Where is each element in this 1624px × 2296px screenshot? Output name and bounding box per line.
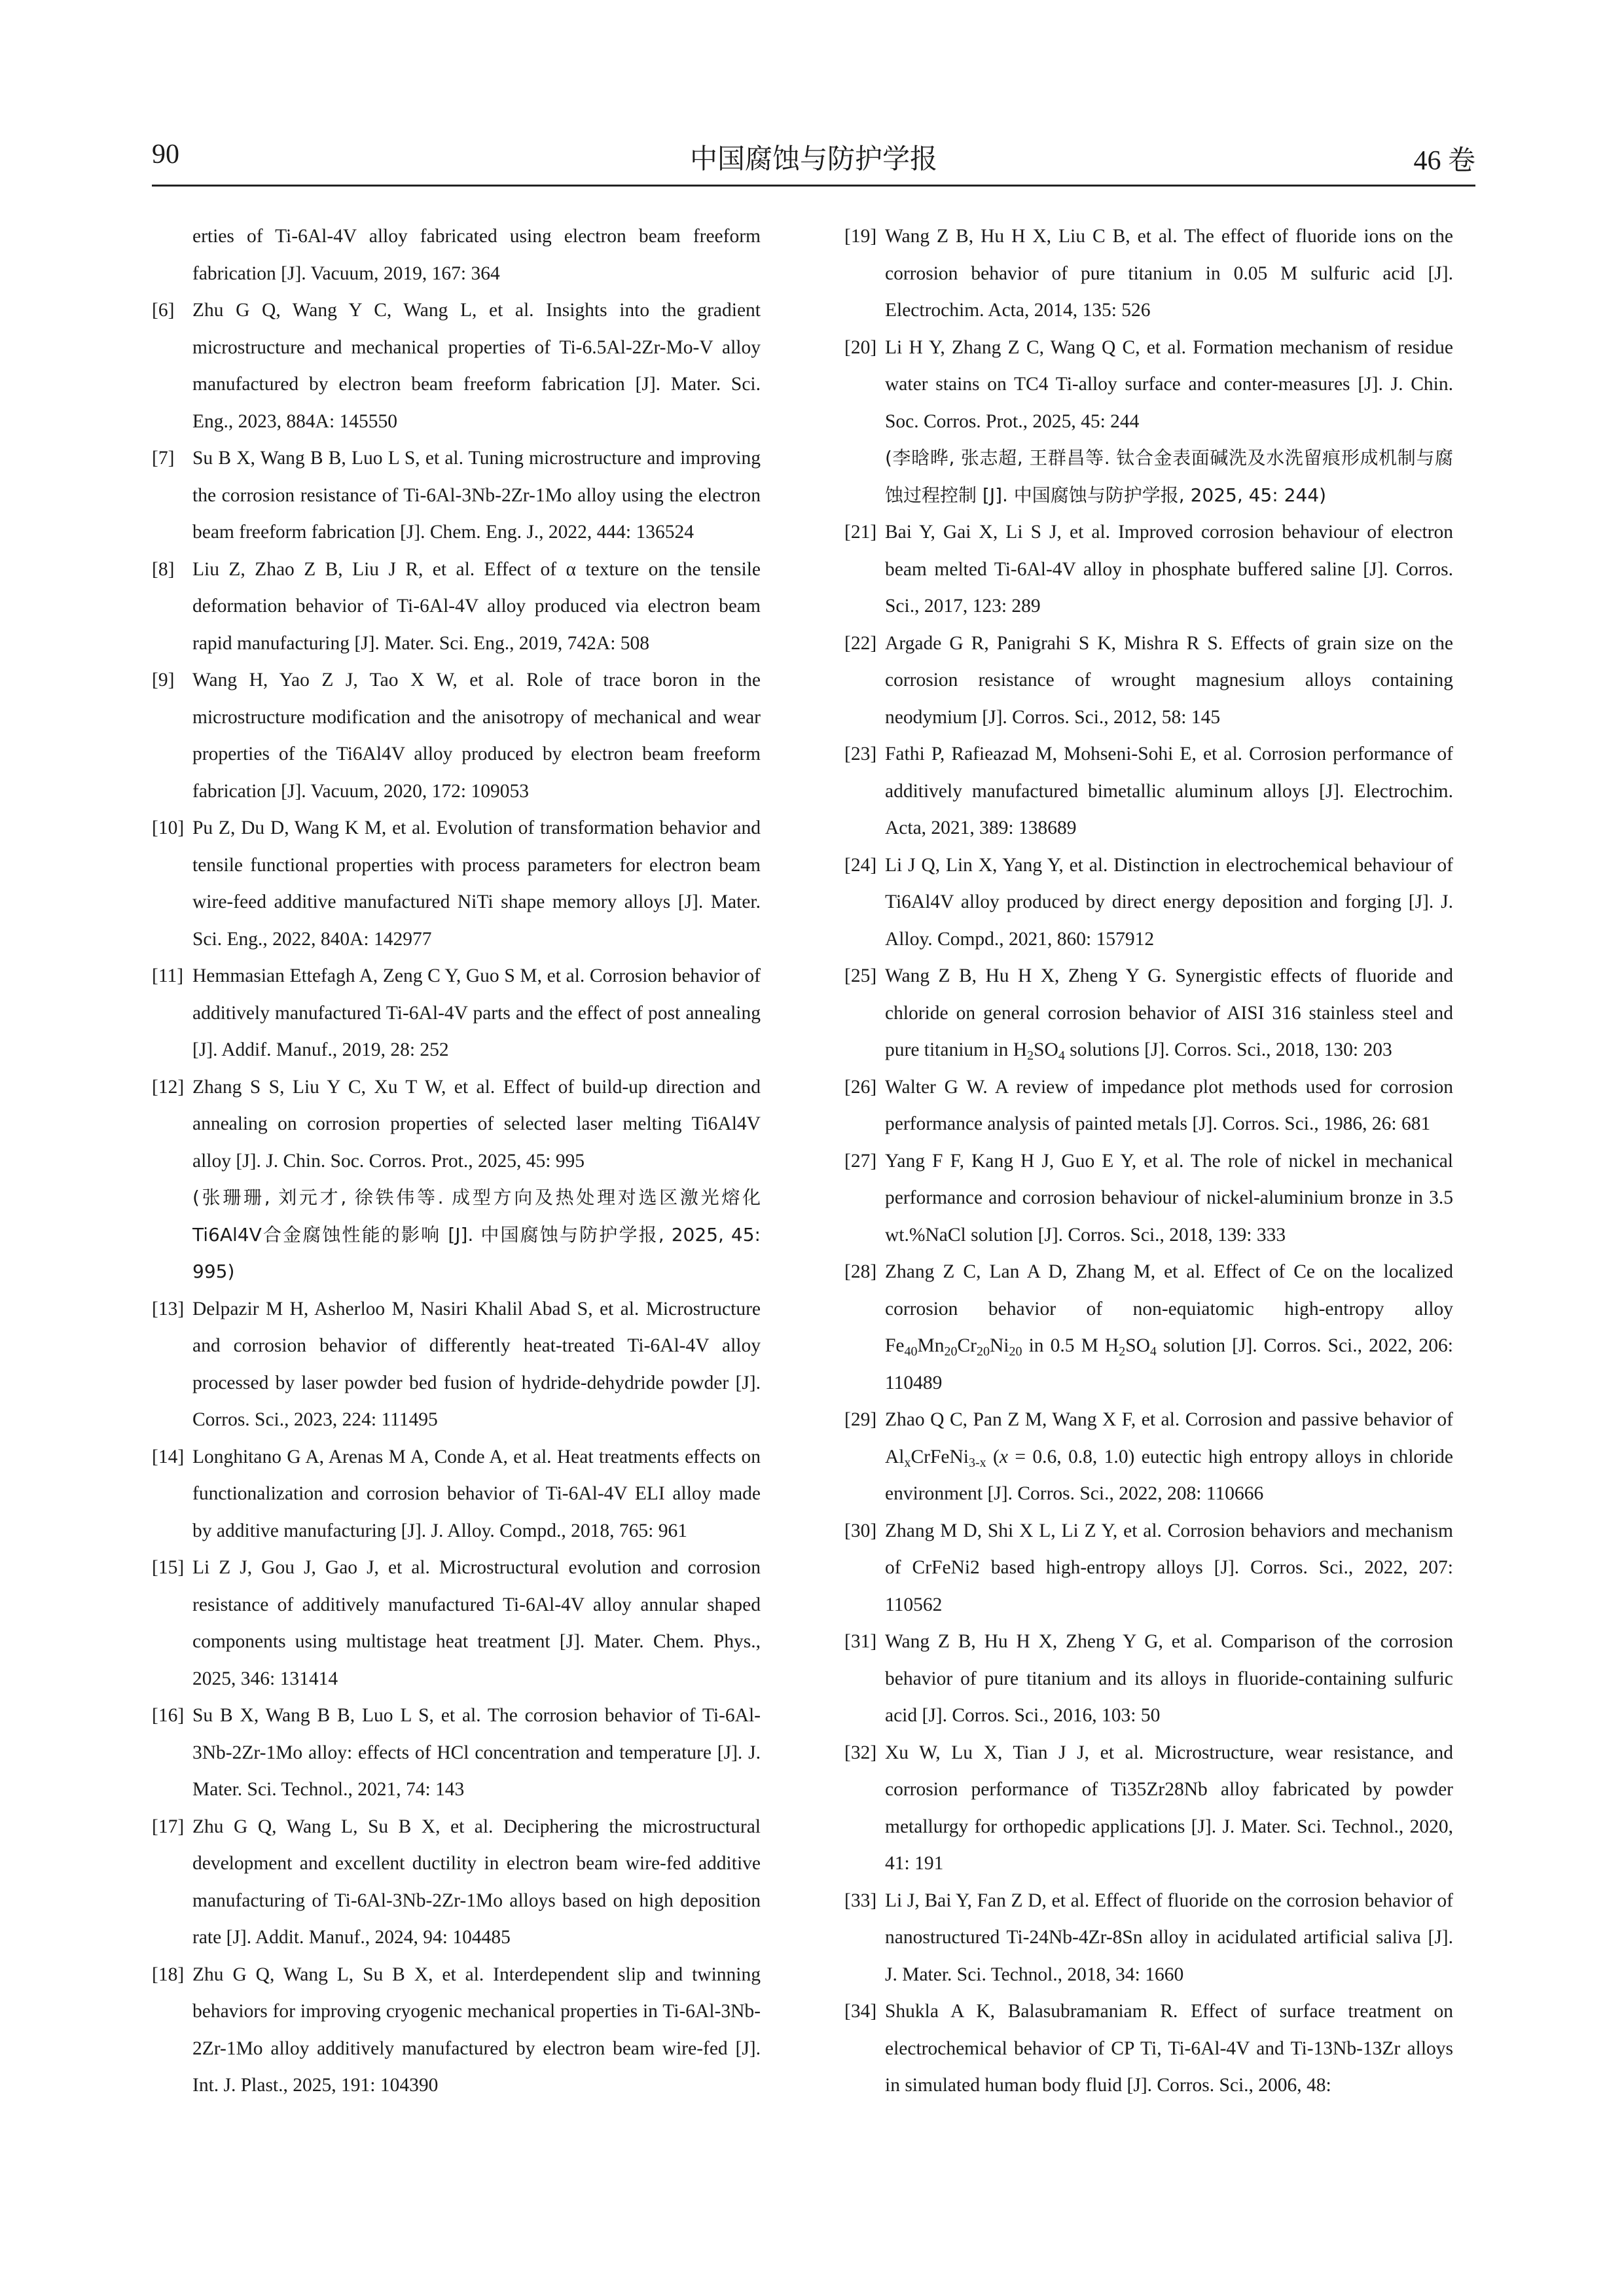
reference-text: Shukla A K, Balasubramaniam R. Effect of surface treatment on electrochemical behavior of CP Ti, Ti-6Al-4V and Ti-13Nb-13Zr alloys in simulated human body fluid [J]. Corros. Sci., 2006, 48:: [885, 2001, 1453, 2096]
reference-text: Longhitano G A, Arenas M A, Conde A, et al. Heat treatments effects on functionalization and corrosion behavior of Ti-6Al-4V ELI alloy made by additive manufacturing [J]. J. Alloy. Compd., 2018, 765: 961: [192, 1446, 761, 1541]
reference-number: [6]: [152, 300, 175, 321]
reference-text: Argade G R, Panigrahi S K, Mishra R S. Effects of grain size on the corrosion resistance of wrought magnesium alloys containing neodymium [J]. Corros. Sci., 2012, 58: 145: [885, 632, 1453, 728]
reference-item: [152, 1549, 761, 1697]
reference-text: Su B X, Wang B B, Luo L S, et al. The corrosion behavior of Ti-6Al-3Nb-2Zr-1Mo alloy: effects of HCl concentration and temperature [J]. J. Mater. Sci. Technol., 2021, 74: 143: [192, 1705, 761, 1800]
reference-text: Bai Y, Gai X, Li S J, et al. Improved corrosion behaviour of electron beam melted Ti-6Al-4V alloy in phosphate buffered saline [J]. Corros. Sci., 2017, 123: 289: [885, 522, 1453, 617]
reference-item: [844, 329, 1453, 514]
subscript: 20: [1009, 1344, 1022, 1359]
reference-item: [844, 1253, 1453, 1401]
reference-item: [152, 662, 761, 810]
reference-item: [844, 1882, 1453, 1994]
subscript: 4: [1058, 1049, 1065, 1063]
reference-number: [25]: [844, 965, 877, 986]
running-header: [152, 139, 1475, 185]
reference-number: [14]: [152, 1446, 185, 1467]
reference-continuation: [152, 218, 761, 292]
reference-text: Wang Z B, Hu H X, Zheng Y G, et al. Comparison of the corrosion behavior of pure titanium and its alloys in fluoride-containing sulfuric acid [J]. Corros. Sci., 2016, 103: 50: [885, 1631, 1453, 1726]
reference-item: [152, 1697, 761, 1808]
reference-text-part: solutions [J]. Corros. Sci., 2018, 130: 203: [1064, 1039, 1392, 1060]
reference-number: [11]: [152, 965, 184, 986]
reference-text: Su B X, Wang B B, Luo L S, et al. Tuning microstructure and improving the corrosion resistance of Ti-6Al-3Nb-2Zr-1Mo alloy using the electron beam freeform fabrication [J]. Chem. Eng. J., 2022, 444: 136524: [192, 448, 761, 543]
reference-text: Xu W, Lu X, Tian J J, et al. Microstructure, wear resistance, and corrosion performance of Ti35Zr28Nb alloy fabricated by powder metallurgy for orthopedic applications [J]. J. Mater. Sci. Technol., 2020, 41: 191: [885, 1742, 1453, 1874]
reference-item: [844, 1143, 1453, 1254]
reference-text-part: = 0.6, 0.8, 1.0) eutectic high entropy alloys in chloride environment [J]. Corros. Sci., 2022, 208: 110666: [885, 1446, 1454, 1504]
reference-item: [152, 440, 761, 551]
reference-item: [152, 551, 761, 662]
reference-item: [844, 958, 1453, 1069]
reference-item: [844, 1513, 1453, 1624]
reference-number: [33]: [844, 1890, 877, 1911]
reference-text-part: in 0.5 M H: [1022, 1335, 1119, 1356]
reference-number: [27]: [844, 1150, 877, 1172]
reference-text-part: Zhang Z C, Lan A D, Zhang M, et al. Effect of Ce on the localized corrosion behavior of non-equiatomic high-entropy alloy Fe: [885, 1261, 1453, 1356]
reference-item: [152, 1291, 761, 1439]
reference-number: [21]: [844, 522, 877, 543]
subscript: 20: [944, 1344, 958, 1359]
reference-text-part: Ni: [989, 1335, 1009, 1356]
reference-text: Wang H, Yao Z J, Tao X W, et al. Role of trace boron in the microstructure modification and the anisotropy of mechanical and wear properties of the Ti6Al4V alloy produced by electron beam freeform fabrication [J]. Vacuum, 2020, 172: 109053: [192, 670, 761, 802]
subscript: 40: [904, 1344, 918, 1359]
reference-text: Yang F F, Kang H J, Guo E Y, et al. The role of nickel in mechanical performance and corrosion behaviour of nickel-aluminium bronze in 3.5 wt.%NaCl solution [J]. Corros. Sci., 2018, 139: 333: [885, 1150, 1453, 1246]
reference-item: [152, 292, 761, 440]
reference-number: [15]: [152, 1557, 185, 1578]
reference-text: Zhu G Q, Wang L, Su B X, et al. Interdependent slip and twinning behaviors for improving cryogenic mechanical properties in Ti-6Al-3Nb-2Zr-1Mo alloy additively manufactured by electron beam wire-fed [J]. Int. J. Plast., 2025, 191: 104390: [192, 1964, 761, 2096]
reference-number: [29]: [844, 1409, 877, 1430]
reference-text-part: solution [J]. Corros. Sci., 2022, 206: 110489: [885, 1335, 1453, 1393]
reference-item: [844, 1623, 1453, 1734]
reference-item: [152, 1956, 761, 2104]
reference-number: [17]: [152, 1816, 185, 1837]
reference-number: [10]: [152, 817, 185, 838]
reference-text-part: (: [986, 1446, 1000, 1467]
reference-item: [844, 1069, 1453, 1143]
reference-number: [28]: [844, 1261, 877, 1282]
reference-number: [22]: [844, 632, 877, 654]
reference-item: [152, 1808, 761, 1956]
journal-title: 中国腐蚀与防护学报: [689, 143, 937, 175]
reference-text: Zhu G Q, Wang L, Su B X, et al. Deciphering the microstructural development and excellent ductility in electron beam wire-fed additive manufacturing of Ti-6Al-3Nb-2Zr-1Mo alloys based on high deposition rate [J]. Addit. Manuf., 2024, 94: 104485: [192, 1816, 761, 1948]
reference-number: [30]: [844, 1520, 877, 1541]
reference-item: [844, 1401, 1453, 1513]
header-rule: [152, 185, 1475, 187]
right-column: [844, 218, 1453, 2104]
subscript: x: [904, 1455, 911, 1470]
reference-item: [844, 736, 1453, 847]
reference-item: [152, 1439, 761, 1550]
reference-item: [844, 1734, 1453, 1882]
reference-item: [152, 1069, 761, 1291]
reference-text: Zhang M D, Shi X L, Li Z Y, et al. Corrosion behaviors and mechanism of CrFeNi2 based high-entropy alloys [J]. Corros. Sci., 2022, 207: 110562: [885, 1520, 1453, 1615]
reference-number: [18]: [152, 1964, 185, 1985]
reference-number: [19]: [844, 226, 877, 247]
reference-number: [16]: [152, 1705, 185, 1726]
reference-item: [152, 958, 761, 1069]
reference-text-part: CrFeNi: [911, 1446, 969, 1467]
reference-number: [31]: [844, 1631, 877, 1652]
italic-variable: x: [999, 1446, 1008, 1467]
reference-item: [844, 218, 1453, 329]
reference-number: [9]: [152, 670, 175, 691]
reference-text: Walter G W. A review of impedance plot methods used for corrosion performance analysis of painted metals [J]. Corros. Sci., 1986, 26: 681: [885, 1076, 1453, 1134]
reference-number: [13]: [152, 1298, 185, 1319]
reference-text: Li J, Bai Y, Fan Z D, et al. Effect of fluoride on the corrosion behavior of nanostructured Ti-24Nb-4Zr-8Sn alloy in acidulated artificial saliva [J]. J. Mater. Sci. Technol., 2018, 34: 1660: [885, 1890, 1453, 1985]
reference-number: [12]: [152, 1076, 185, 1098]
reference-item: [844, 847, 1453, 958]
subscript: 3-x: [969, 1455, 986, 1470]
reference-text: Zhang S S, Liu Y C, Xu T W, et al. Effect of build-up direction and annealing on corrosion properties of selected laser melting Ti6Al4V alloy [J]. J. Chin. Soc. Corros. Prot., 2025, 45: 995: [192, 1076, 761, 1172]
reference-text-part: SO: [1034, 1039, 1058, 1060]
subscript: 2: [1119, 1344, 1126, 1359]
reference-number: [23]: [844, 744, 877, 764]
reference-text: Li J Q, Lin X, Yang Y, et al. Distinction in electrochemical behaviour of Ti6Al4V alloy produced by direct energy deposition and forging [J]. J. Alloy. Compd., 2021, 860: 157912: [885, 854, 1453, 950]
reference-item: [152, 810, 761, 958]
reference-number: [34]: [844, 2001, 877, 2022]
reference-number: [24]: [844, 854, 877, 876]
reference-text: Liu Z, Zhao Z B, Liu J R, et al. Effect of α texture on the tensile deformation behavior of Ti-6Al-4V alloy produced via electron beam rapid manufacturing [J]. Mater. Sci. Eng., 2019, 742A: 508: [192, 558, 761, 654]
reference-item: [844, 625, 1453, 736]
reference-text-part: SO: [1125, 1335, 1150, 1356]
reference-text-part: Zhao Q C, Pan Z M, Wang X F, et al. Corrosion and passive behavior of Al: [885, 1409, 1453, 1467]
reference-text: Zhu G Q, Wang Y C, Wang L, et al. Insights into the gradient microstructure and mechanical properties of Ti-6.5Al-2Zr-Mo-V alloy manufactured by electron beam freeform fabrication [J]. Mater. Sci. Eng., 2023, 884A: 145550: [192, 300, 761, 432]
volume-label: [1413, 139, 1475, 178]
reference-text: Wang Z B, Hu H X, Liu C B, et al. The effect of fluoride ions on the corrosion behavior of pure titanium in 0.05 M sulfuric acid [J]. Electrochim. Acta, 2014, 135: 526: [885, 226, 1453, 321]
left-column: [152, 218, 761, 2104]
subscript: 2: [1027, 1049, 1034, 1063]
reference-text-part: Cr: [957, 1335, 977, 1356]
reference-text: erties of Ti-6Al-4V alloy fabricated using electron beam freeform fabrication [J]. Vacuum, 2019, 167: 364: [192, 226, 761, 284]
reference-number: [7]: [152, 448, 175, 469]
reference-item: [844, 514, 1453, 625]
subscript: 4: [1149, 1344, 1157, 1359]
reference-text-part: Wang Z B, Hu H X, Zheng Y G. Synergistic effects of fluoride and chloride on general corrosion behavior of AISI 316 stainless steel and pure titanium in H: [885, 965, 1453, 1060]
reference-chinese-text: (李晗晔, 张志超, 王群昌等. 钛合金表面碱洗及水洗留痕形成机制与腐蚀过程控制 [J]. 中国腐蚀与防护学报, 2025, 45: 244): [885, 447, 1453, 506]
reference-chinese-text: (张珊珊, 刘元才, 徐铁伟等. 成型方向及热处理对选区激光熔化Ti6Al4V合金腐蚀性能的影响 [J]. 中国腐蚀与防护学报, 2025, 45: 995): [192, 1187, 761, 1282]
reference-number: [20]: [844, 336, 877, 358]
reference-number: [8]: [152, 558, 175, 580]
reference-number: [32]: [844, 1742, 877, 1763]
volume-unit: 卷: [1447, 144, 1475, 176]
page-number: 90: [152, 139, 179, 170]
reference-number: [26]: [844, 1076, 877, 1098]
reference-text: Pu Z, Du D, Wang K M, et al. Evolution of transformation behavior and tensile functional properties with process parameters for electron beam wire-feed additive manufactured NiTi shape memory alloys [J]. Mater. Sci. Eng., 2022, 840A: 142977: [192, 817, 761, 950]
reference-text: Li Z J, Gou J, Gao J, et al. Microstructural evolution and corrosion resistance of additively manufactured Ti-6Al-4V alloy annular shaped components using multistage heat treatment [J]. Mater. Chem. Phys., 2025, 346: 131414: [192, 1557, 761, 1689]
volume-number: 46: [1413, 146, 1441, 176]
reference-text: Hemmasian Ettefagh A, Zeng C Y, Guo S M, et al. Corrosion behavior of additively manufactured Ti-6Al-4V parts and the effect of post annealing [J]. Addif. Manuf., 2019, 28: 252: [192, 965, 761, 1060]
subscript: 20: [976, 1344, 990, 1359]
reference-text-part: Mn: [917, 1335, 945, 1356]
reference-item: [844, 1993, 1453, 2104]
reference-text: Li H Y, Zhang Z C, Wang Q C, et al. Formation mechanism of residue water stains on TC4 Ti-alloy surface and conter-measures [J]. J. Chin. Soc. Corros. Prot., 2025, 45: 244: [885, 336, 1453, 432]
reference-text: Delpazir M H, Asherloo M, Nasiri Khalil Abad S, et al. Microstructure and corrosion behavior of differently heat-treated Ti-6Al-4V alloy processed by laser powder bed fusion of hydride-dehydride powder [J]. Corros. Sci., 2023, 224: 111495: [192, 1298, 761, 1430]
reference-text: Fathi P, Rafieazad M, Mohseni-Sohi E, et al. Corrosion performance of additively manufactured bimetallic aluminum alloys [J]. Electrochim. Acta, 2021, 389: 138689: [885, 744, 1453, 838]
